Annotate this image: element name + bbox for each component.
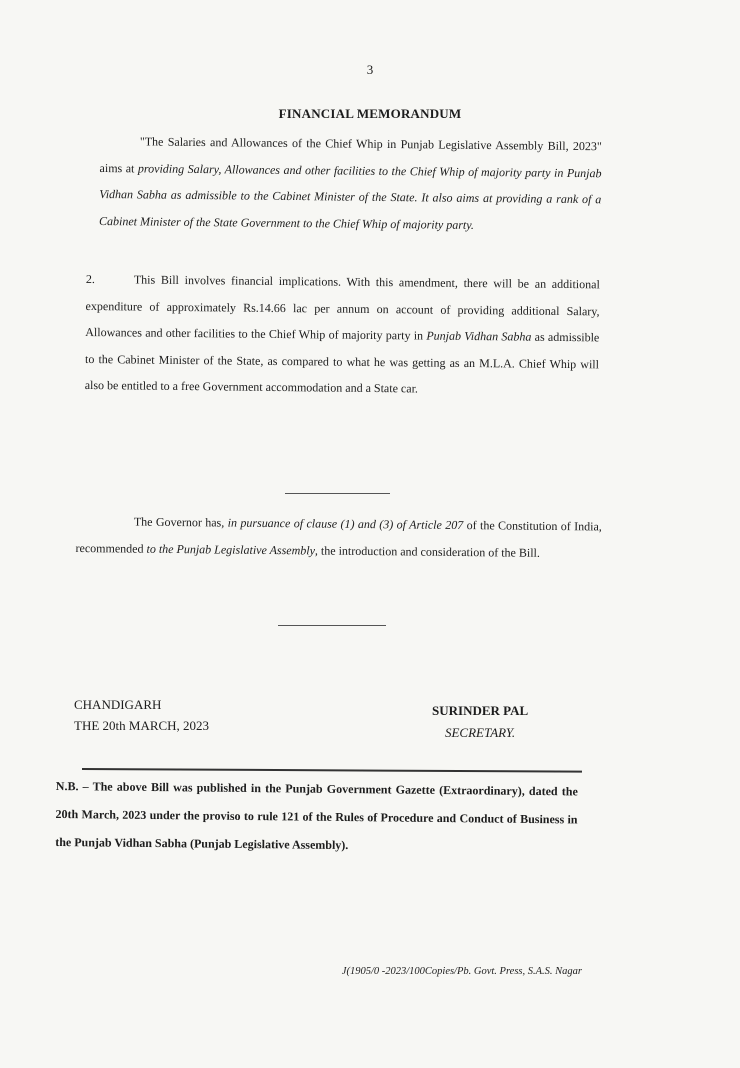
page-title: FINANCIAL MEMORANDUM [278, 106, 462, 121]
divider [278, 625, 386, 626]
paragraph-text: The Governor has, [133, 514, 228, 530]
paragraph-text: amendment, there will be an additional expenditure of approximately Rs.14.66 lac per annum on account of providing additional Salary, Allowances and other facilities to the Chief Whip of majority party in [85, 275, 600, 343]
place-date-block [74, 694, 209, 736]
paragraph-text: aims at [99, 160, 139, 175]
memorandum-paragraph-1 [99, 128, 602, 239]
date: THE 20th MARCH, 2023 [74, 718, 210, 733]
signature-block [432, 700, 528, 744]
publication-note: N.B. – The above Bill was published in the Punjab Government Gazette (Extraordinary), dated the 20th March, 2023 under the proviso to rule 121 of the Rules of Procedure and Conduct of Business in the Punjab Vidhan Sabha (Punjab Legislative Assembly). [55, 778, 578, 853]
paragraph-text: of the Constitution of India, recommended [75, 518, 602, 556]
paragraph-number: 2. [85, 271, 95, 287]
printer-footer: J(1905/0 -2023/100Copies/Pb. Govt. Press, S.A.S. Nagar [341, 966, 582, 977]
paragraph-text-italic: providing Salary, Allowances and other facilities to the Chief Whip of majority party in Punjab Vidhan Sabha as admissible to the Cabinet Minister of the State. It also aims at providing a rank of a Cabinet Minister of the State Government to the Chief Whip of majority party. [98, 160, 602, 232]
governor-recommendation [75, 508, 602, 567]
divider [82, 768, 582, 773]
paragraph-text: , the introduction and consideration of the Bill. [314, 543, 540, 560]
paragraph-text-italic: in pursuance of clause (1) and (3) of Article 207 [227, 515, 464, 533]
paragraph-text-italic: Punjab Vidhan Sabha [426, 328, 532, 344]
paragraph-text: as admissible to the Cabinet Minister of the State, as compared to what he was getting as an M.L.A. Chief Whip will also be entitled to a free Government accommodation and a State car. [84, 329, 600, 396]
paragraph-text: This Bill involves financial implications. With this [133, 272, 399, 290]
paragraph-text-italic: to the Punjab Legislative Assembly [146, 541, 316, 558]
bill-title: "The Salaries and Allowances of the Chief Whip in Punjab Legislative Assembly Bill, 2023" [139, 134, 602, 154]
place: CHANDIGARH [74, 697, 162, 712]
page-number: 3 [366, 62, 374, 77]
signatory-name: SURINDER PAL [432, 703, 529, 718]
divider [285, 493, 390, 494]
memorandum-paragraph-2 [85, 266, 600, 404]
signatory-title: SECRETARY. [444, 725, 516, 740]
